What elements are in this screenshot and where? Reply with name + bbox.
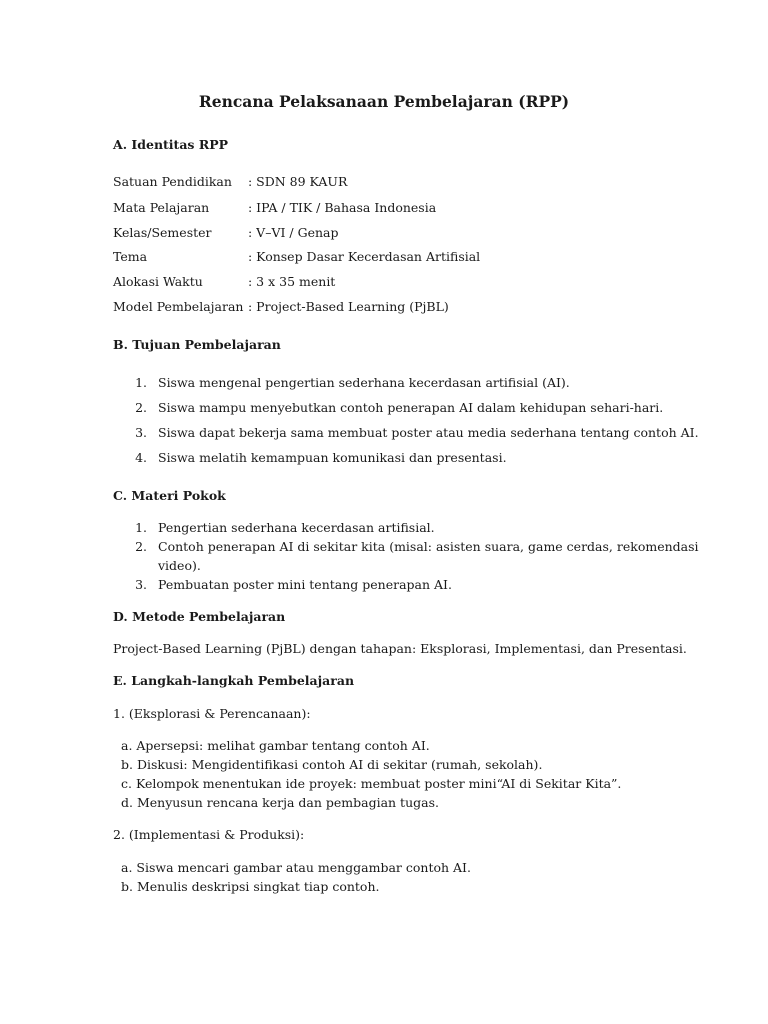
section-b-heading: B. Tujuan Pembelajaran: [113, 337, 281, 352]
list-item: Siswa mengenal pengertian sederhana kecerdasan artifisial (AI).: [158, 375, 570, 390]
step-item: c. Kelompok menentukan ide proyek: membuat poster mini“AI di Sekitar Kita”.: [121, 776, 622, 791]
list-item: Siswa dapat bekerja sama membuat poster atau media sederhana tentang contoh AI.: [158, 425, 699, 440]
section-e-heading: E. Langkah-langkah Pembelajaran: [113, 673, 355, 688]
identity-label: Model Pembelajaran: [113, 299, 244, 314]
identity-value: : Konsep Dasar Kecerdasan Artifisial: [248, 249, 481, 264]
step-item: a. Siswa mencari gambar atau menggambar contoh AI.: [121, 860, 471, 875]
identity-label: Tema: [113, 249, 148, 264]
section-a-heading: A. Identitas RPP: [113, 137, 229, 152]
identity-label: Alokasi Waktu: [113, 274, 203, 289]
identity-label: Kelas/Semester: [113, 225, 212, 240]
list-number: 4.: [135, 450, 147, 465]
list-item: Siswa melatih kemampuan komunikasi dan presentasi.: [158, 450, 507, 465]
list-number: 2.: [135, 539, 147, 554]
list-item: Pengertian sederhana kecerdasan artifisial.: [158, 520, 435, 535]
identity-value: : SDN 89 KAUR: [248, 174, 348, 189]
list-item: Siswa mampu menyebutkan contoh penerapan AI dalam kehidupan sehari-hari.: [158, 400, 664, 415]
list-number: 3.: [135, 425, 147, 440]
list-number: 2.: [135, 400, 147, 415]
identity-value: : V–VI / Genap: [248, 225, 339, 240]
step-item: b. Menulis deskripsi singkat tiap contoh.: [121, 879, 380, 894]
method-text: Project-Based Learning (PjBL) dengan tahapan: Eksplorasi, Implementasi, dan Presentasi.: [113, 641, 687, 656]
identity-value: : IPA / TIK / Bahasa Indonesia: [248, 200, 437, 215]
phase-label: 1. (Eksplorasi & Perencanaan):: [113, 706, 311, 721]
identity-value: : Project-Based Learning (PjBL): [248, 299, 449, 314]
list-number: 1.: [135, 375, 147, 390]
section-c-heading: C. Materi Pokok: [113, 488, 226, 503]
document-title: Rencana Pelaksanaan Pembelajaran (RPP): [198, 92, 570, 111]
list-item: Contoh penerapan AI di sekitar kita (misal: asisten suara, game cerdas, rekomendasi: [158, 539, 699, 554]
list-number: 3.: [135, 577, 147, 592]
list-item: Pembuatan poster mini tentang penerapan AI.: [158, 577, 452, 592]
list-number: 1.: [135, 520, 147, 535]
identity-label: Satuan Pendidikan: [113, 174, 232, 189]
phase-label: 2. (Implementasi & Produksi):: [113, 827, 305, 842]
identity-value: : 3 x 35 menit: [248, 274, 336, 289]
identity-label: Mata Pelajaran: [113, 200, 210, 215]
step-item: a. Apersepsi: melihat gambar tentang contoh AI.: [121, 738, 430, 753]
step-item: b. Diskusi: Mengidentifikasi contoh AI di sekitar (rumah, sekolah).: [121, 757, 543, 772]
section-d-heading: D. Metode Pembelajaran: [113, 609, 286, 624]
list-item-continuation: video).: [158, 558, 201, 573]
step-item: d. Menyusun rencana kerja dan pembagian tugas.: [121, 795, 439, 810]
